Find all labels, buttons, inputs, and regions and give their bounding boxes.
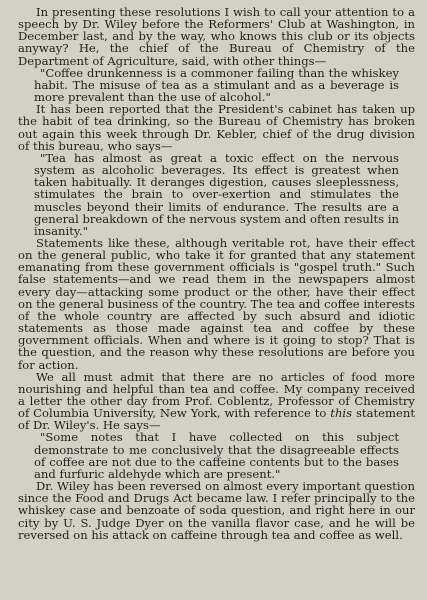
quote-kebler-tea: "Tea has almost as great a toxic effect on the nervous system as alcoholic beverages. Its effect is greatest when taken habitually. It deranges digestion, causes sleeplessness, stimulates the brain to over-exertion and stimulates the muscles beyond their limits of endurance. The results are a general breakdown of the nervous system and often results in insanity." [34,150,399,238]
paragraph-resolutions-intro: In presenting these resolutions I wish to call your attention to a speech by Dr. Wiley before the Reformers' Club at Washington, in December last, and by the way, who knows this club or its objects anyway? He, the chief of the Bureau of Chemistry of the Department of Agriculture, said, with other things— [18,5,415,68]
paragraph-cabinet-tea: It has been reported that the President's cabinet has taken up the habit of tea drinking, so the Bureau of Chemistry has broken out again this week through Dr. Kebler, chief of the drug division of this bureau, who says— [18,102,415,153]
paragraph-coblentz-letter [18,371,415,432]
paragraph-coblentz-text-before: We all must admit that there are no articles of food more nourishing and helpful than tea and coffee. My company received a letter the other day from Prof. Coblentz, Professor of Chemistry of Columbia University, New York, with reference to [18,369,415,421]
quote-coblentz: "Some notes that I have collected on this subject demonstrate to me conclusively that the disagreeable effects of coffee are not due to the caffeine contents but to the bases and furfuric aldehyde which are present." [34,430,399,481]
paragraph-coblentz-emphasis: this [330,406,353,421]
paragraph-coblentz-text-after: statement of Dr. Wiley's. He says— [18,406,415,433]
paragraph-false-statements: Statements like these, although veritable rot, have their effect on the general public, who take it for granted that any statement emanating from these government officials is "gospel truth." Such false statements—and we read them in the newspapers almost every day—attacking some product or the other, have their effect on the general business of the country. The tea and coffee interests of the whole country are affected by such absurd and idiotic statements as those made against tea and coffee by these government officials. When and where is it going to stop? That is the question, and the reason why these resolutions are before you for action. [18,235,415,372]
quote-wiley-coffee: "Coffee drunkenness is a commoner failing than the whiskey habit. The misuse of tea as a stimulant and as a beverage is more prevalent than the use of alcohol." [34,65,399,105]
paragraph-wiley-reversed: Dr. Wiley has been reversed on almost every important question since the Food and Drugs Act became law. I refer principally to the whiskey case and benzoate of soda question, and right here in our city by U. S. Judge Dyer on the vanilla flavor case, and he will be reversed on his attack on caffeine through tea and coffee as well. [18,479,415,542]
